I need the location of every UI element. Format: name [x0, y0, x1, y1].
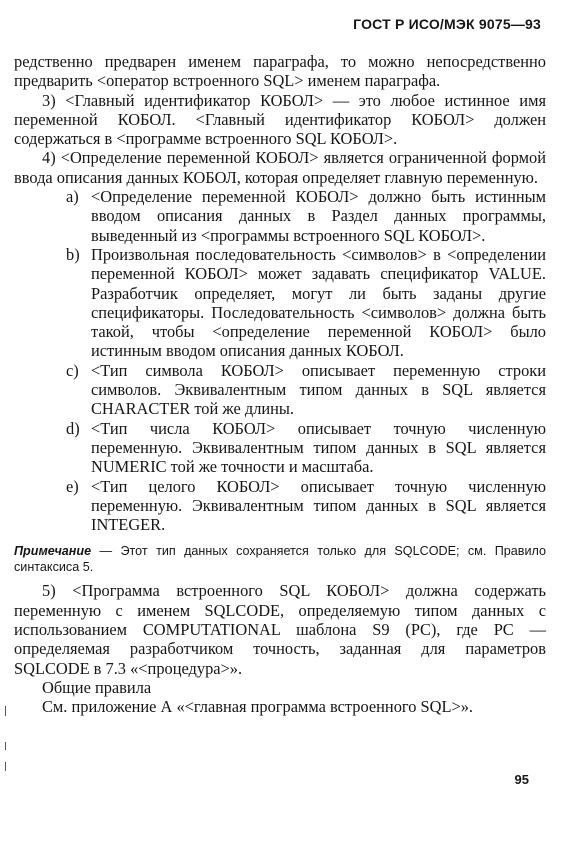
- paragraph-continuation: редственно предварен именем параграфа, то можно непосредственно предварить <оператор встроенного SQL> именем параграфа.: [14, 52, 546, 91]
- item-label: a): [66, 187, 79, 207]
- list-item: [14, 245, 546, 361]
- page-header: ГОСТ Р ИСО/МЭК 9075—93: [353, 16, 541, 32]
- item-text: <Тип символа КОБОЛ> описывает переменную строки символов. Эквивалентным типом данных в SQL является CHARACTER той же длины.: [91, 360, 546, 419]
- list-item: [14, 361, 546, 419]
- margin-mark: [5, 742, 6, 750]
- document-body: [14, 52, 546, 717]
- item-list: [14, 187, 546, 534]
- paragraph-4: 4) <Определение переменной КОБОЛ> является ограниченной формой ввода описания данных КОБОЛ, которая определяет главную переменную.: [14, 148, 546, 187]
- item-label: c): [66, 360, 79, 380]
- item-text: <Определение переменной КОБОЛ> должно быть истинным вводом описания данных в Раздел данных программы, выведенный из <программы встроенного SQL КОБОЛ>.: [91, 187, 546, 245]
- paragraph-3: 3) <Главный идентификатор КОБОЛ> — это любое истинное имя переменной КОБОЛ. <Главный идентификатор КОБОЛ> должен содержаться в <программе встроенного SQL КОБОЛ>.: [14, 90, 546, 149]
- margin-mark: [5, 762, 6, 771]
- general-rules-text: См. приложение А «<главная программа встроенного SQL>».: [42, 697, 473, 717]
- note-text: — Этот тип данных сохраняется только для SQLCODE; см. Правило синтаксиса 5.: [14, 544, 547, 575]
- item-text: Произвольная последовательность <символов> в <определении переменной КОБОЛ> может задавать спецификатор VALUE. Разработчик определяет, могут ли быть заданы другие спецификаторы. Последовательность <символов> должна быть такой, чтобы <определение переменной КОБОЛ> было истинным вводом описания данных КОБОЛ.: [91, 244, 546, 361]
- general-rules-heading: Общие правила: [42, 677, 152, 697]
- list-item: [14, 477, 546, 535]
- note: [14, 543, 546, 575]
- list-item: [14, 419, 546, 477]
- paragraph-5: 5) <Программа встроенного SQL КОБОЛ> должна содержать переменную с именем SQLCODE, определяемую типом данных с использованием COMPUTATIONAL шаблона S9 (PC), где PC — определяемая разработчиком точность, заданная для параметров SQLCODE в 7.3 «<процедура>».: [14, 581, 546, 678]
- item-text: <Тип целого КОБОЛ> описывает точную численную переменную. Эквивалентным типом данных в SQL является INTEGER.: [91, 476, 546, 535]
- note-label: Примечание: [14, 544, 92, 559]
- margin-mark: [5, 706, 6, 716]
- list-item: [14, 187, 546, 245]
- item-label: d): [66, 418, 80, 438]
- item-label: b): [66, 244, 80, 264]
- item-label: e): [66, 476, 79, 496]
- item-text: <Тип числа КОБОЛ> описывает точную численную переменную. Эквивалентным типом данных в SQL является NUMERIC той же точности и масштаба.: [91, 418, 546, 477]
- page-number: 95: [514, 772, 529, 787]
